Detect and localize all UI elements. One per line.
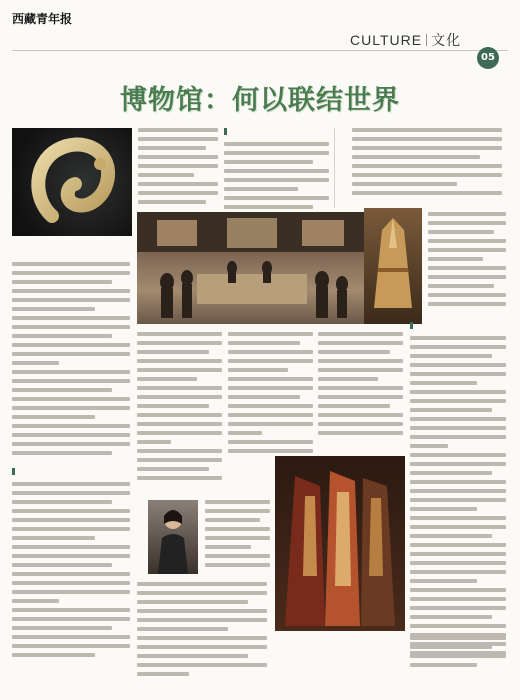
museum-hall-illustration <box>137 212 367 324</box>
column-4-caption-text <box>428 212 506 311</box>
section-label-divider <box>426 34 427 46</box>
speaker-illustration <box>148 500 198 574</box>
column-3-middle-text <box>228 332 313 458</box>
column-2b-lower-text <box>205 500 270 572</box>
section-heading-col3 <box>224 128 230 136</box>
costume-exhibit-photo <box>364 208 422 324</box>
traditional-robes-photo <box>275 456 405 631</box>
header-rule <box>12 50 508 51</box>
costume-exhibit-illustration <box>364 208 422 324</box>
column-3-text <box>224 142 329 214</box>
heading-mark <box>12 468 15 475</box>
section-label-en: CULTURE <box>350 32 423 48</box>
masthead: 西藏青年报 <box>12 12 73 26</box>
heading-mark <box>410 322 413 329</box>
column-2-text <box>138 128 218 209</box>
page-header <box>0 0 520 63</box>
column-4-text-top <box>352 128 502 200</box>
column-1-text <box>12 262 130 460</box>
jade-dragon-photo <box>12 128 132 236</box>
section-label <box>350 30 461 50</box>
column-2-lower-text <box>137 582 267 681</box>
heading-mark <box>224 128 227 135</box>
traditional-robes-illustration <box>275 456 405 631</box>
column-3b-middle-text <box>318 332 403 440</box>
section-heading-col1 <box>12 468 18 476</box>
jade-dragon-illustration <box>12 128 132 236</box>
speaker-photo <box>148 500 198 574</box>
byline <box>12 242 132 252</box>
column-divider <box>334 128 335 208</box>
section-heading-col4 <box>410 322 416 330</box>
column-4-body-text <box>410 336 506 660</box>
section-label-cn: 文化 <box>431 32 462 48</box>
museum-hall-photo <box>137 212 367 324</box>
headline: 博物馆：何以联结世界 <box>120 85 400 116</box>
column-1-text-lower <box>12 482 130 662</box>
page-number-badge: 05 <box>477 47 499 69</box>
editorial-credits <box>12 38 242 47</box>
column-2-middle-text <box>137 332 222 485</box>
column-4-bottom-text <box>410 636 506 672</box>
